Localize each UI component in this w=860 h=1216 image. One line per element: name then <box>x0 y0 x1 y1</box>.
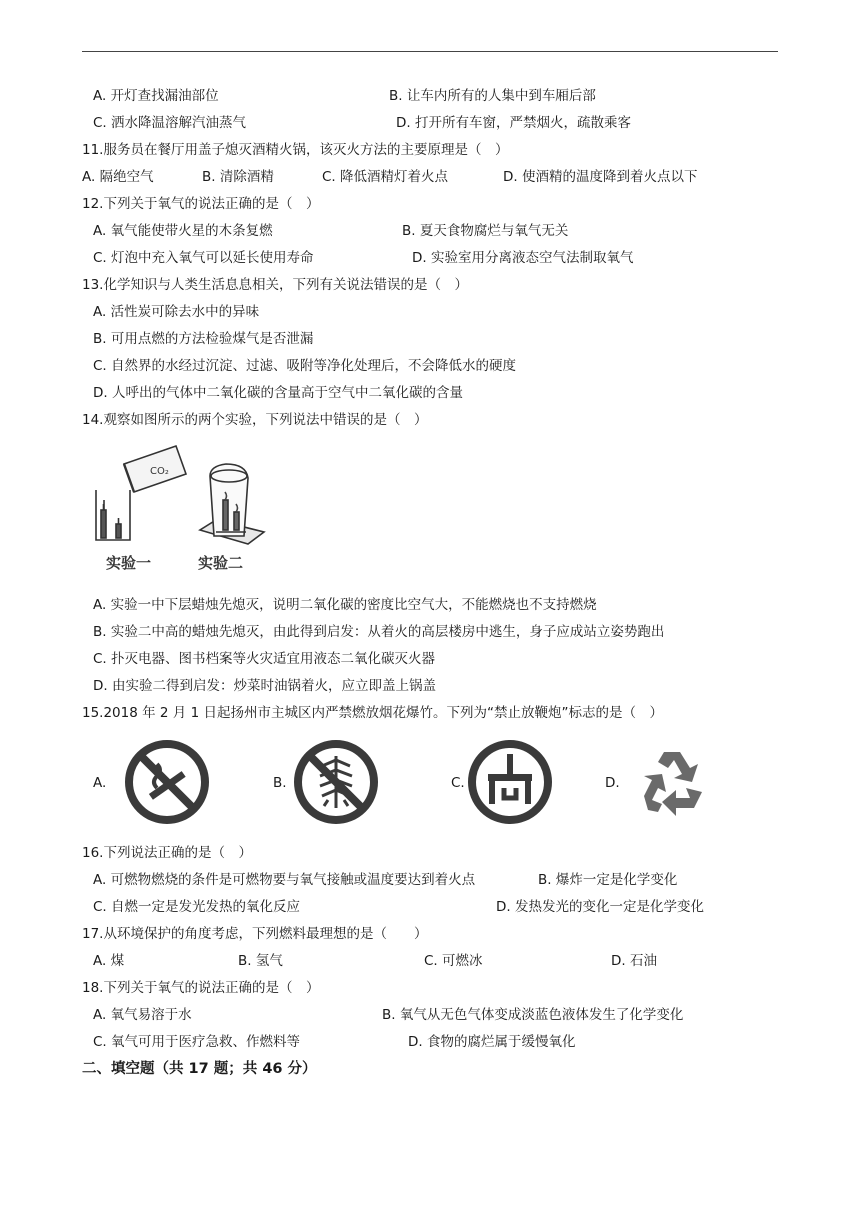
q11-option-a[interactable]: A. 隔绝空气 <box>82 169 154 185</box>
q14-option-b[interactable]: B. 实验二中高的蜡烛先熄灭，由此得到启发：从着火的高层楼房中逃生，身子应成站立姿势跑出 <box>93 624 665 640</box>
q13-option-a[interactable]: A. 活性炭可除去水中的异味 <box>93 304 260 320</box>
q17-option-c[interactable]: C. 可燃冰 <box>424 953 483 969</box>
q17-option-b[interactable]: B. 氢气 <box>238 953 283 969</box>
q14-option-a[interactable]: A. 实验一中下层蜡烛先熄灭，说明二氧化碳的密度比空气大，不能燃烧也不支持燃烧 <box>93 597 597 613</box>
q11-option-d[interactable]: D. 使酒精的温度降到着火点以下 <box>503 169 698 185</box>
q18-option-c[interactable]: C. 氧气可用于医疗急救、作燃料等 <box>93 1034 301 1050</box>
q13-stem: 13.化学知识与人类生活息息相关，下列有关说法错误的是（ ） <box>82 277 468 293</box>
q12-option-a[interactable]: A. 氧气能使带火星的木条复燃 <box>93 223 273 239</box>
co2-label: CO₂ <box>150 466 169 477</box>
q17-option-a[interactable]: A. 煤 <box>93 953 125 969</box>
q16-option-a[interactable]: A. 可燃物燃烧的条件是可燃物要与氧气接触或温度要达到着火点 <box>93 872 476 888</box>
section-two-heading: 二、填空题（共 17 题；共 46 分） <box>82 1061 317 1077</box>
q10-option-a[interactable]: A. 开灯查找漏油部位 <box>93 88 219 104</box>
q13-option-b[interactable]: B. 可用点燃的方法检验煤气是否泄漏 <box>93 331 314 347</box>
q18-option-a[interactable]: A. 氧气易溶于水 <box>93 1007 192 1023</box>
q16-stem: 16.下列说法正确的是（ ） <box>82 845 252 861</box>
q16-option-b[interactable]: B. 爆炸一定是化学变化 <box>538 872 678 888</box>
q14-stem: 14.观察如图所示的两个实验，下列说法中错误的是（ ） <box>82 412 428 428</box>
q12-option-c[interactable]: C. 灯泡中充入氧气可以延长使用寿命 <box>93 250 314 266</box>
q12-option-d[interactable]: D. 实验室用分离液态空气法制取氧气 <box>412 250 634 266</box>
q17-option-d[interactable]: D. 石油 <box>611 953 657 969</box>
recycle-icon[interactable] <box>628 738 716 830</box>
header-rule <box>82 51 778 52</box>
q15-option-c-label[interactable]: C. <box>451 775 465 791</box>
q14-experiment-figure <box>88 440 274 582</box>
q12-option-b[interactable]: B. 夏天食物腐烂与氧气无关 <box>402 223 569 239</box>
q16-option-c[interactable]: C. 自燃一定是发光发热的氧化反应 <box>93 899 301 915</box>
q18-option-d[interactable]: D. 食物的腐烂属于缓慢氧化 <box>408 1034 576 1050</box>
no-firecrackers-icon[interactable] <box>292 738 380 830</box>
q11-stem: 11.服务员在餐厅用盖子熄灭酒精火锅，该灭火方法的主要原理是（ ） <box>82 142 509 158</box>
q11-option-b[interactable]: B. 清除酒精 <box>202 169 274 185</box>
q10-option-c[interactable]: C. 洒水降温溶解汽油蒸气 <box>93 115 247 131</box>
no-smoking-icon[interactable] <box>123 738 211 830</box>
q17-stem: 17.从环境保护的角度考虑，下列燃料最理想的是（ ） <box>82 926 428 942</box>
q15-option-d-label[interactable]: D. <box>605 775 620 791</box>
q15-option-b-label[interactable]: B. <box>273 775 287 791</box>
experiment-one-label: 实验一 <box>106 554 152 572</box>
q15-stem: 15.2018 年 2 月 1 日起扬州市主城区内严禁燃放烟花爆竹。下列为“禁止放鞭炮”标志的是（ ） <box>82 705 663 721</box>
q13-option-c[interactable]: C. 自然界的水经过沉淀、过滤、吸附等净化处理后，不会降低水的硬度 <box>93 358 517 374</box>
q12-stem: 12.下列关于氧气的说法正确的是（ ） <box>82 196 320 212</box>
experiment-two-label: 实验二 <box>198 554 244 572</box>
q10-option-b[interactable]: B. 让车内所有的人集中到车厢后部 <box>389 88 596 104</box>
q11-option-c[interactable]: C. 降低酒精灯着火点 <box>322 169 449 185</box>
water-saving-icon[interactable] <box>466 738 554 830</box>
q18-option-b[interactable]: B. 氧气从无色气体变成淡蓝色液体发生了化学变化 <box>382 1007 684 1023</box>
experiment-illustration <box>88 440 274 582</box>
q10-option-d[interactable]: D. 打开所有车窗，严禁烟火，疏散乘客 <box>396 115 631 131</box>
q14-option-d[interactable]: D. 由实验二得到启发：炒菜时油锅着火，应立即盖上锅盖 <box>93 678 436 694</box>
q13-option-d[interactable]: D. 人呼出的气体中二氧化碳的含量高于空气中二氧化碳的含量 <box>93 385 463 401</box>
q14-option-c[interactable]: C. 扑灭电器、图书档案等火灾适宜用液态二氧化碳灭火器 <box>93 651 436 667</box>
q15-option-a-label[interactable]: A. <box>93 775 107 791</box>
q18-stem: 18.下列关于氧气的说法正确的是（ ） <box>82 980 320 996</box>
q16-option-d[interactable]: D. 发热发光的变化一定是化学变化 <box>496 899 704 915</box>
